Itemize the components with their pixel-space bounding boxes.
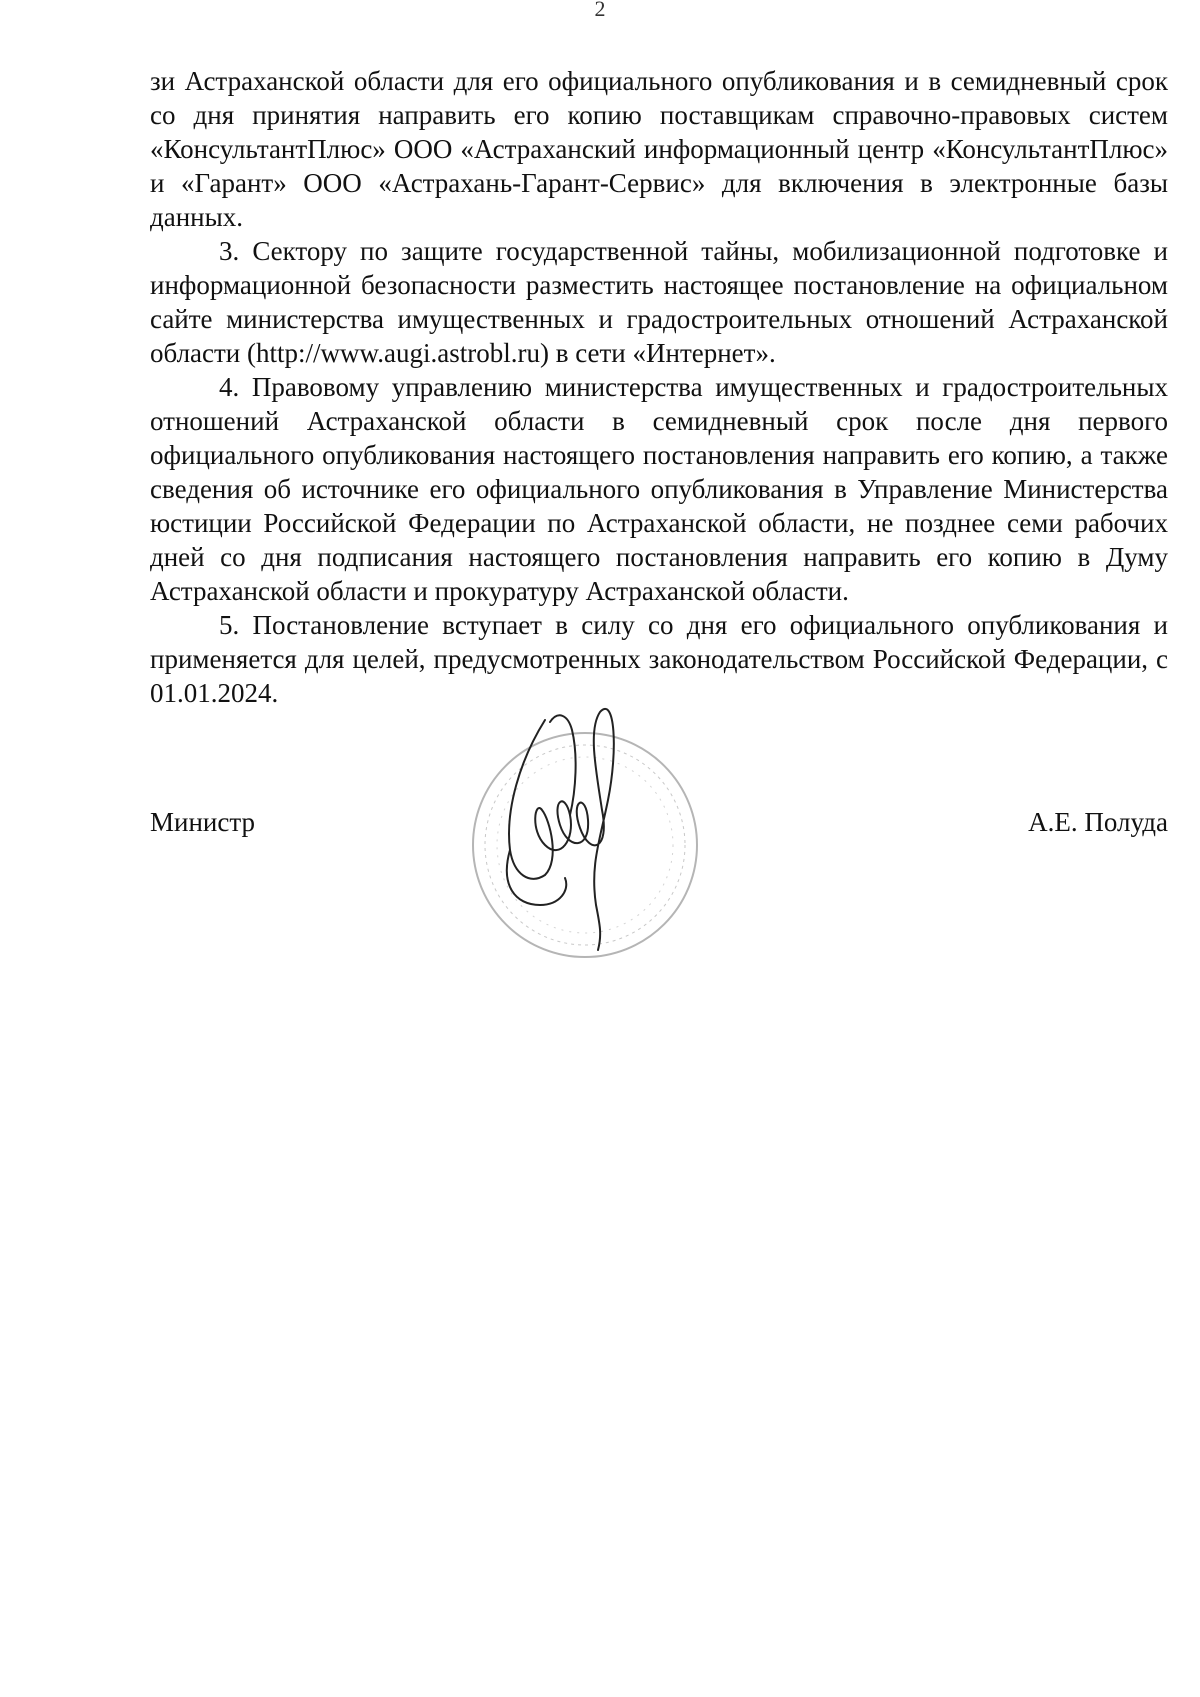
signatory-title: Министр	[150, 807, 255, 837]
paragraph-item-3: 3. Сектору по защите государственной тайны, мобилизационной подготовке и информационной безопасности разместить настоящее постановление на официальном сайте министерства имущественных и градостроительных отношений Астраханской области (http://www.augi.astrobl.ru) в сети «Интернет».	[150, 236, 1168, 368]
document-body	[150, 64, 1168, 710]
paragraph-continuation: зи Астраханской области для его официального опубликования и в семидневный срок со дня принятия направить его копию поставщикам справочно-правовых систем «КонсультантПлюс» ООО «Астраханский информационный центр «КонсультантПлюс» и «Гарант» ООО «Астрахань-Гарант-Сервис» для включения в электронные базы данных.	[150, 66, 1168, 232]
page-number: 2	[594, 0, 606, 21]
handwritten-signature-icon	[507, 709, 614, 950]
official-seal-icon	[473, 733, 697, 957]
signatory-name: А.Е. Полуда	[1028, 807, 1168, 837]
paragraph-item-5: 5. Постановление вступает в силу со дня его официального опубликования и применяется для целей, предусмотренных законодательством Российской Федерации, с 01.01.2024.	[150, 610, 1168, 708]
seal-and-signature	[450, 700, 720, 970]
paragraph-item-4: 4. Правовому управлению министерства имущественных и градостроительных отношений Астраханской области в семидневный срок после дня первого официального опубликования настоящего постановления направить его копию, а также сведения об источнике его официального опубликования в Управление Министерства юстиции Российской Федерации по Астраханской области, не позднее семи рабочих дней со дня подписания настоящего постановления направить его копию в Думу Астраханской области и прокуратуру Астраханской области.	[150, 372, 1168, 606]
